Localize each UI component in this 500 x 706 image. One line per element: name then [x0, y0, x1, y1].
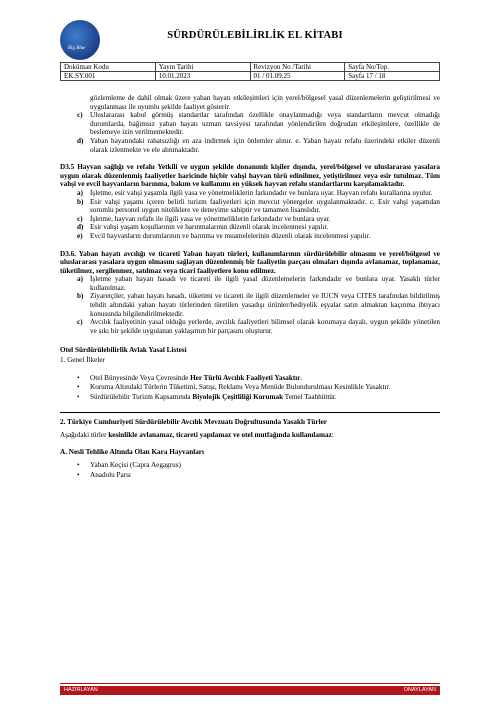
table-cell: EK.SY.001 — [61, 72, 156, 81]
company-logo — [60, 20, 100, 60]
list-item: • Koruma Altındaki Türlerin Tüketimi, Satışı, Reklamı Veya Menüde Bulundurulması Kesinlikle Yasaktır. — [77, 383, 391, 392]
list-item — [60, 292, 440, 318]
section-a-heading: A. Nesli Tehlike Altında Olan Kara Hayvanları — [60, 447, 204, 456]
table-header-row — [61, 63, 440, 72]
list-item — [60, 111, 440, 137]
table-header-cell: Yayın Tarihi — [155, 63, 250, 72]
list-text: İşletme, esir vahşi yaşamla ilgili yasa ve yönetmeliklerin farkındadır ve bunlara uyar. Hayvan refahı kurallarına uyulur. — [90, 188, 433, 197]
list-item: • Yaban Keçisi (Capra Aegagrus) — [77, 461, 181, 470]
bullet-icon: • — [77, 373, 80, 382]
list-text: Esir vahşi yaşamı içeren belirli turizm faaliyetleri için mevcut yönergeler uygulanmaktadır. c. Esir vahşi yaşamdan sorumlu personel uygun niteliklere ve deneyime sahiptir ve tamamen lisanslıdır. — [90, 197, 440, 215]
list-text: Avcılık faaliyetinin yasal olduğu yerlerde, avcılık faaliyetleri bilimsel olarak korumaya dayalı, uygun şekilde yönetilen ve sıkı bir şekilde uygulanan yaklaşımın bir parçasını oluşturur. — [90, 318, 440, 335]
list-item — [60, 189, 440, 198]
bullet-icon: • — [77, 461, 80, 470]
section-d36-heading: D3.6. Yaban hayatı avcılığı ve ticareti Yaban hayatı türleri, kullanımlarının sürdürülebilir olmasını ve yerel/bölgesel ve uluslararası yasalara uygun olmasını sağlayan düzenlenmiş bir faaliyetin parçası olmaları dışında avlanamaz, toplanamaz, tüketilmez, sergilenmez, satılmaz veya ticari faaliyetlere konu edilmez. — [60, 249, 440, 275]
list-marker: b) — [77, 197, 84, 206]
bullet-icon: • — [77, 392, 80, 401]
list-item — [60, 215, 440, 224]
general-rules-heading: 1. Genel İlkeler — [60, 356, 105, 365]
logo-text: Big Blue — [68, 46, 86, 51]
list-item — [60, 223, 440, 232]
list-item — [60, 232, 440, 241]
list-marker: a) — [77, 275, 83, 284]
list-marker: e) — [77, 231, 83, 240]
document-info-table — [60, 62, 440, 81]
section-2-heading: 2. Türkiye Cumhuriyeti Sürdürülebilir Avcılık Mevzuatı Doğrultusunda Yasaklı Türler — [60, 418, 327, 427]
table-cell: 10.01.2023 — [155, 72, 250, 81]
list-text: Ziyaretçiler, yaban hayatı hasadı, tüketimi ve ticareti ile ilgili düzenlemeler ve IUCN veya CITES tarafından bildirilmiş tehdit altındaki yaban hayatı türlerinden türetilen yasadışı ürünler/hediyelik eşyalar satın almaktan kaçınma ihtiyacı konusunda bilgilendirilmektedir. — [90, 292, 440, 318]
list-text: Uluslararası kabul görmüş standartlar tarafından özellikle onaylanmadığı veya standartların mevcut olmadığı durumlarda, bağımsız yaban hayatı uzman tavsiyesi tarafından yönlendirilen doğrudan etkileşimlere, özellikle de beslemeye izin verilmemektedir. — [90, 111, 440, 137]
list-marker: a) — [77, 188, 83, 197]
list-marker: c) — [77, 214, 83, 223]
document-body — [60, 94, 440, 480]
footer-approved-by: ONAYLAYAN — [403, 687, 436, 693]
list-item — [60, 198, 440, 215]
table-header-cell: Sayfa No/Top. — [345, 63, 440, 72]
list-marker: b) — [77, 292, 84, 301]
table-row — [61, 72, 440, 81]
list-item — [60, 275, 440, 292]
list-text: Yaban hayatındaki rahatsızlığı en aza indirmek için önlemler alınır. e. Yaban hayatı refahı üzerindeki etkiler düzenli olarak izlenmekte ve ele alınmaktadır. — [90, 136, 440, 154]
footer-prepared-by: HAZIRLAYAN — [64, 687, 98, 693]
page-footer — [60, 686, 440, 695]
bullet-icon: • — [77, 470, 80, 479]
list-marker: d) — [77, 136, 84, 145]
bullet-icon: • — [77, 383, 80, 392]
page-title: SÜRDÜRÜLEBİLİRLİK EL KİTABI — [167, 30, 343, 41]
list-text: İşletme, hayvan refahı ile ilgili yasa ve yönetmeliklerin farkındadır ve bunlara uyar. — [90, 214, 331, 223]
list-text: Esir vahşi yaşam koşullarının ve barınmalarının düzenli olarak incelenmesi yapılır. — [90, 223, 329, 232]
intro-paragraph: gözlemleme de dahil olmak üzere yaban hayatı etkileşimleri için yerel/bölgesel yasal düzenlemelerin geliştirilmesi ve uygulanması ile uyumlu şekilde faaliyet gösterir. — [90, 94, 440, 111]
table-header-cell: Revizyon No /Tarihi — [250, 63, 345, 72]
list-item: • Anadolu Parsı — [77, 470, 131, 479]
list-text: İşletme yaban hayatı hasadı ve ticareti ile ilgili yasal düzenlemelerin farkındadır ve bunlara uyar. Yasaklı türler kullanılmaz. — [90, 275, 440, 292]
divider — [60, 412, 440, 413]
section-2-intro: Aşağıdaki türler kesinlikle avlanamaz, ticareti yapılamaz ve otel mutfağında kullanılamaz: — [60, 431, 334, 439]
table-cell: Sayfa 17 / 18 — [345, 72, 440, 81]
table-cell: 01 / 01.09.25 — [250, 72, 345, 81]
list-marker: c) — [77, 111, 83, 120]
list-item: • Otel Bünyesinde Veya Çevresinde Her Türlü Avcılık Faaliyeti Yasaktır. — [77, 373, 303, 382]
list-marker: c) — [77, 318, 83, 327]
list-item: • Sürdürülebilir Turizm Kapsamında Biyolojik Çeşitliliği Korumak Temel Taahhüttür. — [77, 392, 337, 401]
list-title: Otel Sürdürülebilirlik Avlak Yasal Listesi — [60, 346, 187, 355]
list-item — [60, 137, 440, 154]
section-d35-heading: D3.5 Hayvan sağlığı ve refahı Yetkili ve uygun şekilde donanımlı kişiler dışında, yerel/bölgesel ve uluslararası yasalara uygun olarak düzenlenmiş faaliyetler haricinde hiçbir vahşi hayvan türü edinilmez, yetiştirilmez veya esir tutulmaz. Tüm vahşi ve evcil hayvanların barınma, bakım ve kullanımı en yüksek hayvan refahı standartlarını karşılamaktadır. — [60, 163, 440, 189]
table-header-cell: Doküman Kodu — [61, 63, 156, 72]
footer-rule — [60, 683, 440, 684]
list-text: Evcil hayvanların durumlarının ve barınma ve muamelelerinin düzenli olarak incelenmesi yapılır. — [90, 231, 371, 240]
list-marker: d) — [77, 223, 84, 232]
list-item — [60, 318, 440, 335]
